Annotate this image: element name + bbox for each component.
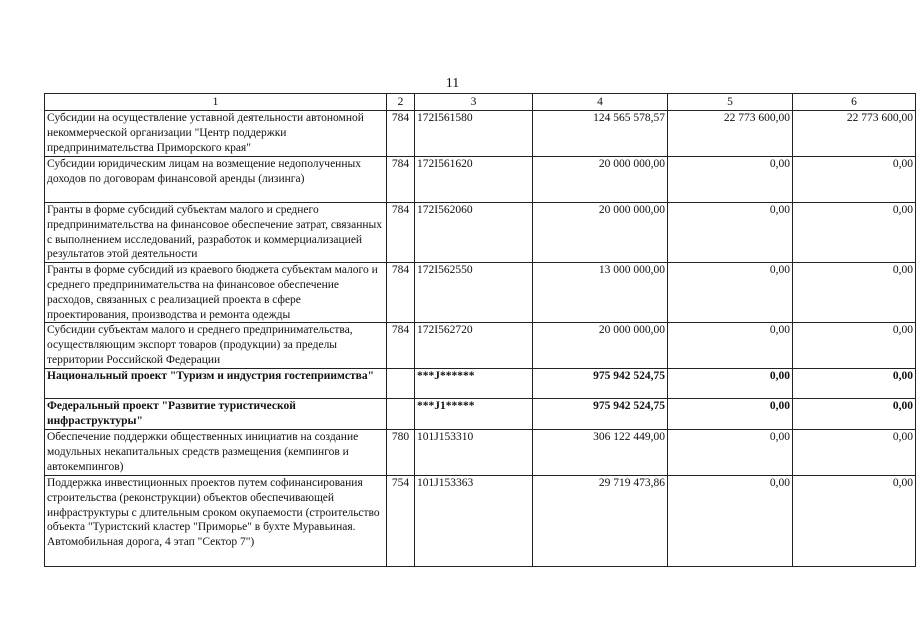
row-value-5: 22 773 600,00 [668, 111, 793, 157]
row-name: Субсидии юридическим лицам на возмещение недополученных доходов по договорам финансовой аренды (лизинга) [45, 157, 387, 203]
row-grbs: 784 [387, 263, 415, 323]
row-value-6: 0,00 [793, 429, 916, 475]
row-value-6: 0,00 [793, 157, 916, 203]
row-value-6: 22 773 600,00 [793, 111, 916, 157]
row-value-5: 0,00 [668, 263, 793, 323]
row-value-5: 0,00 [668, 369, 793, 399]
row-name: Гранты в форме субсидий из краевого бюджета субъектам малого и среднего предпринимательства на финансовое обеспечение расходов, связанных с реализацией проекта в сфере проектирования, производства и ремонта одежды [45, 263, 387, 323]
row-code: 101J153310 [415, 429, 533, 475]
row-code: 172I562060 [415, 203, 533, 263]
row-name: Обеспечение поддержки общественных инициатив на создание модульных некапитальных средств размещения (кемпингов и автокемпингов) [45, 429, 387, 475]
row-name: Гранты в форме субсидий субъектам малого и среднего предпринимательства на финансовое обеспечение затрат, связанных с выполнением исследований, разработок и коммерциализацией результатов этой деятельности [45, 203, 387, 263]
row-value-4: 124 565 578,57 [533, 111, 668, 157]
row-value-6: 0,00 [793, 475, 916, 566]
header-cell: 6 [793, 94, 916, 111]
row-value-6: 0,00 [793, 369, 916, 399]
row-grbs: 784 [387, 203, 415, 263]
header-cell: 4 [533, 94, 668, 111]
row-value-6: 0,00 [793, 399, 916, 430]
table-row [45, 323, 916, 369]
row-value-5: 0,00 [668, 475, 793, 566]
row-name: Субсидии субъектам малого и среднего предпринимательства, осуществляющим экспорт товаров (продукции) за пределы территории Российской Федерации [45, 323, 387, 369]
row-code: ***J1***** [415, 399, 533, 430]
row-value-4: 29 719 473,86 [533, 475, 668, 566]
row-value-5: 0,00 [668, 203, 793, 263]
table-row [45, 263, 916, 323]
row-value-4: 975 942 524,75 [533, 369, 668, 399]
table-row [45, 157, 916, 203]
page-number: 11 [445, 76, 460, 91]
row-value-4: 13 000 000,00 [533, 263, 668, 323]
row-value-4: 975 942 524,75 [533, 399, 668, 430]
header-cell: 5 [668, 94, 793, 111]
row-value-4: 20 000 000,00 [533, 203, 668, 263]
row-grbs: 784 [387, 111, 415, 157]
row-value-6: 0,00 [793, 263, 916, 323]
row-code: 172I562550 [415, 263, 533, 323]
table-row-project [45, 369, 916, 399]
row-code: 101J153363 [415, 475, 533, 566]
row-value-4: 20 000 000,00 [533, 323, 668, 369]
table-row [45, 429, 916, 475]
row-grbs [387, 369, 415, 399]
row-value-5: 0,00 [668, 157, 793, 203]
header-row [45, 94, 916, 111]
row-name: Национальный проект "Туризм и индустрия гостеприимства" [45, 369, 387, 399]
row-grbs: 784 [387, 157, 415, 203]
row-grbs: 754 [387, 475, 415, 566]
row-code: 172I561620 [415, 157, 533, 203]
header-cell: 3 [415, 94, 533, 111]
row-grbs: 780 [387, 429, 415, 475]
row-value-4: 20 000 000,00 [533, 157, 668, 203]
row-name: Федеральный проект "Развитие туристической инфраструктуры" [45, 399, 387, 430]
row-value-6: 0,00 [793, 323, 916, 369]
row-code: ***J****** [415, 369, 533, 399]
row-code: 172I561580 [415, 111, 533, 157]
budget-table [44, 93, 916, 567]
table-row [45, 475, 916, 566]
row-value-6: 0,00 [793, 203, 916, 263]
row-value-5: 0,00 [668, 399, 793, 430]
row-grbs [387, 399, 415, 430]
row-grbs: 784 [387, 323, 415, 369]
row-value-5: 0,00 [668, 323, 793, 369]
header-cell: 2 [387, 94, 415, 111]
table-row [45, 111, 916, 157]
row-name: Поддержка инвестиционных проектов путем софинансирования строительства (реконструкции) объектов обеспечивающей инфраструктуры с длительным сроком окупаемости (строительство объекта "Туристский кластер "Приморье" в бухте Муравьиная. Автомобильная дорога, 4 этап "Сектор 7") [45, 475, 387, 566]
row-code: 172I562720 [415, 323, 533, 369]
header-cell: 1 [45, 94, 387, 111]
table-row [45, 203, 916, 263]
row-name: Субсидии на осуществление уставной деятельности автономной некоммерческой организации "Центр поддержки предпринимательства Приморского края" [45, 111, 387, 157]
row-value-4: 306 122 449,00 [533, 429, 668, 475]
table-row-project [45, 399, 916, 430]
row-value-5: 0,00 [668, 429, 793, 475]
